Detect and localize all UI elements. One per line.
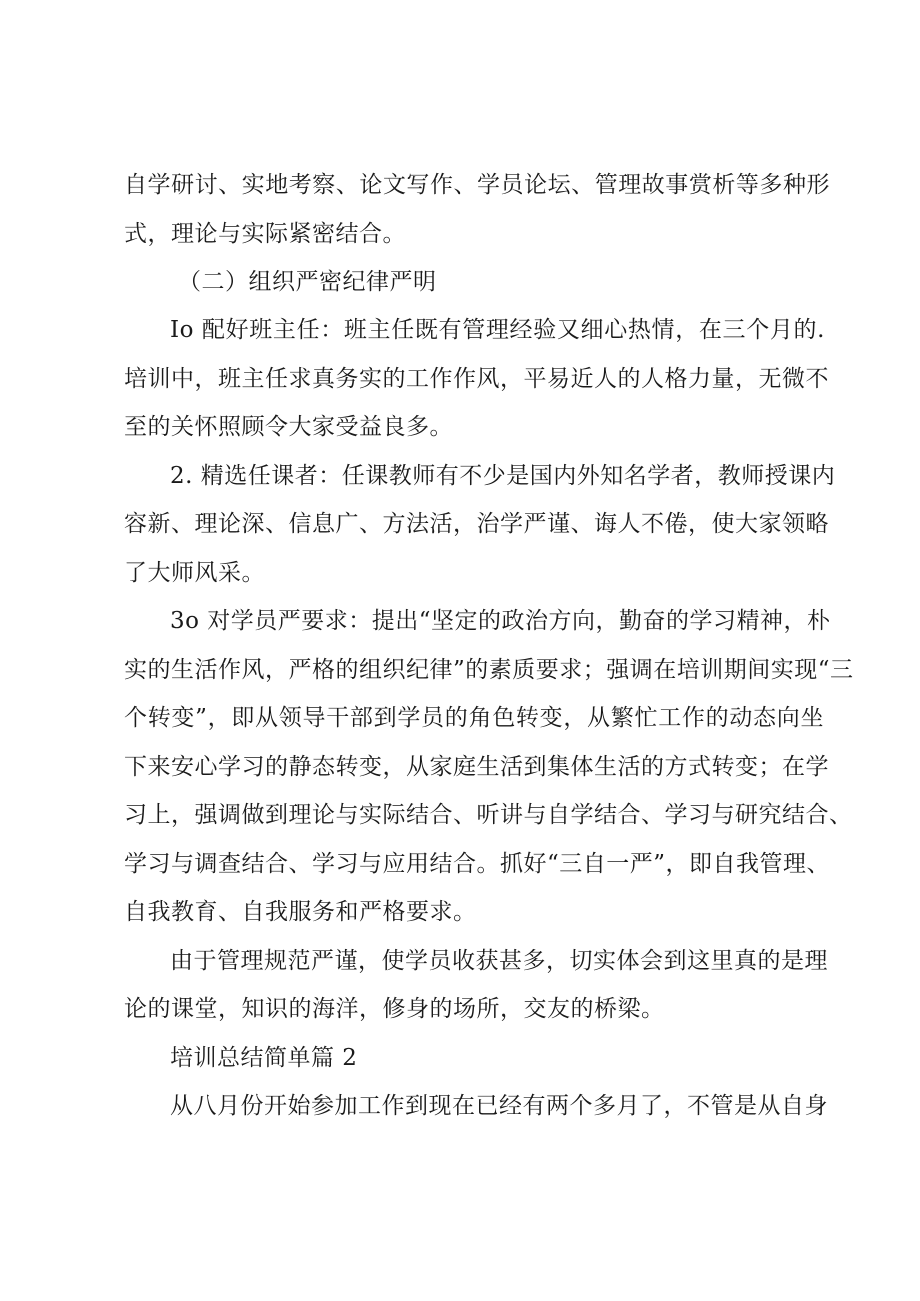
text-line: 培训中，班主任求真务实的工作作风，平易近人的人格力量，无微不	[124, 366, 829, 392]
text-line: 至的关怀照顾令大家受益良多。	[124, 414, 453, 440]
text-line: 自我教育、自我服务和严格要求。	[124, 899, 477, 925]
text-line: 从八月份开始参加工作到现在已经有两个多月了，不管是从自身	[170, 1093, 828, 1119]
text-line: 论的课堂，知识的海洋，修身的场所，交友的桥梁。	[124, 996, 665, 1022]
text-line: 2. 精选任课者：任课教师有不少是国内外知名学者，教师授课内	[170, 463, 836, 489]
text-line: 容新、理论深、信息广、方法活，治学严谨、诲人不倦，使大家领略	[124, 511, 829, 537]
section-title: 培训总结简单篇 2	[170, 1045, 358, 1071]
text-line: 了大师风采。	[124, 560, 265, 586]
text-line: 个转变”，即从领导干部到学员的角色转变，从繁忙工作的动态向坐	[124, 705, 824, 731]
text-line: 实的生活作风，严格的组织纪律”的素质要求；强调在培训期间实现“三	[124, 657, 854, 683]
text-line: 自学研讨、实地考察、论文写作、学员论坛、管理故事赏析等多种形	[124, 172, 830, 198]
text-line: 下来安心学习的静态转变，从家庭生活到集体生活的方式转变；在学	[124, 754, 829, 780]
text-line: 由于管理规范严谨，使学员收获甚多，切实体会到这里真的是理	[170, 948, 828, 974]
section-heading: （二）组织严密纪律严明	[178, 269, 437, 295]
text-line: Io 配好班主任：班主任既有管理经验又细心热情，在三个月的.	[170, 317, 825, 343]
text-line: 式，理论与实际紧密结合。	[124, 221, 406, 247]
text-line: 学习与调查结合、学习与应用结合。抓好“三自一严”，即自我管理、	[124, 851, 831, 877]
text-line: 习上，强调做到理论与实际结合、听讲与自学结合、学习与研究结合、	[124, 802, 853, 828]
text-line: 3o 对学员严要求：提出“坚定的政治方向，勤奋的学习精神，朴	[170, 608, 831, 634]
